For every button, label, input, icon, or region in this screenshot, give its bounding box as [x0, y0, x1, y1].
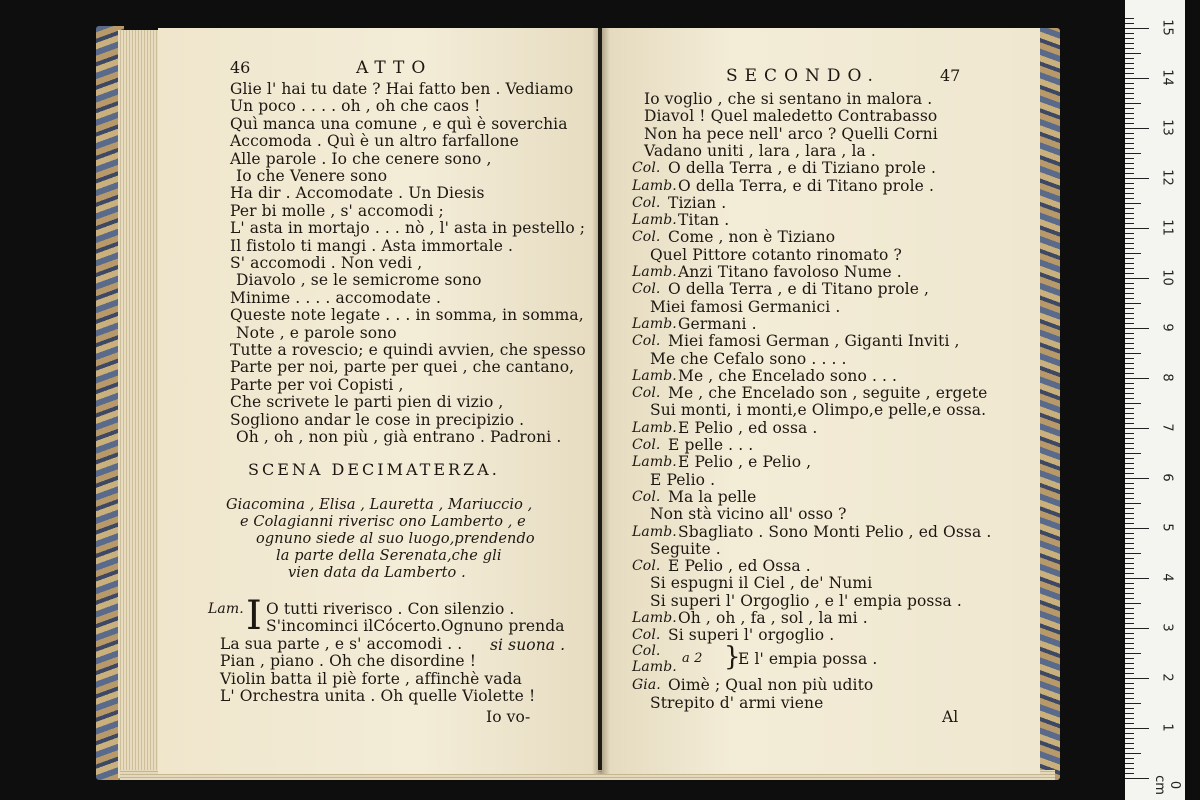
- speaker-label: Col.: [632, 229, 661, 246]
- text-line: Seguite .: [650, 539, 721, 558]
- ruler-label: 11: [1159, 219, 1175, 236]
- dialogue-line: S'incominci ilCócerto.Ognuno prenda: [266, 617, 565, 636]
- ruler-tick: [1125, 23, 1134, 24]
- text-line: E Pelio , ed Ossa .: [668, 557, 811, 576]
- ruler-tick: [1125, 88, 1134, 89]
- ruler-tick: [1125, 423, 1134, 424]
- ruler-tick: [1125, 663, 1134, 664]
- ruler-tick: [1125, 123, 1134, 124]
- ruler-tick: [1125, 208, 1134, 209]
- ruler-tick: [1125, 723, 1134, 724]
- ruler-tick: [1125, 73, 1134, 74]
- ruler-tick: [1125, 713, 1134, 714]
- ruler-tick: [1125, 383, 1134, 384]
- speaker-label: Lamb.: [632, 315, 677, 332]
- ruler-tick: [1125, 478, 1149, 479]
- measuring-ruler: [1125, 0, 1185, 800]
- ruler-tick: [1125, 288, 1134, 289]
- ruler-tick: [1125, 443, 1134, 444]
- speaker-label: Lamb.: [632, 212, 677, 229]
- ruler-tick: [1125, 148, 1134, 149]
- ruler-tick: [1125, 68, 1134, 69]
- ruler-tick: [1125, 268, 1134, 269]
- ruler-tick: [1125, 708, 1134, 709]
- text-line: Miei famosi German , Giganti Inviti ,: [668, 332, 960, 351]
- ruler-tick: [1125, 638, 1134, 639]
- ruler-label: 6: [1159, 473, 1175, 482]
- ruler-tick: [1125, 368, 1134, 369]
- ruler-tick: [1125, 598, 1134, 599]
- ruler-tick: [1125, 693, 1134, 694]
- ruler-tick: [1125, 303, 1141, 304]
- ruler-label: 15: [1159, 19, 1175, 36]
- text-line: Oh , oh , non più , già entrano . Padroni .: [236, 428, 562, 446]
- ruler-tick: [1125, 473, 1134, 474]
- ruler-tick: [1125, 143, 1134, 144]
- speaker-label: Lamb.: [632, 177, 677, 194]
- ruler-tick: [1125, 643, 1134, 644]
- ruler-tick: [1125, 418, 1134, 419]
- text-line: Tutte a rovescio; e quindi avvien, che spesso: [230, 341, 586, 359]
- ruler-tick: [1125, 463, 1134, 464]
- duet-line: E l' empia possa .: [738, 650, 878, 668]
- ruler-tick: [1125, 53, 1141, 54]
- ruler-tick: [1125, 108, 1134, 109]
- page-number: 47: [940, 66, 961, 85]
- ruler-tick: [1125, 428, 1149, 429]
- ruler-tick: [1125, 93, 1134, 94]
- speaker-label: Col.: [632, 385, 661, 402]
- ruler-tick: [1125, 18, 1134, 19]
- ruler-tick: [1125, 323, 1134, 324]
- text-line: E Pelio , ed ossa .: [678, 418, 818, 437]
- ruler-tick: [1125, 38, 1134, 39]
- text-line: Sui monti, i monti,e Olimpo,e pelle,e ossa.: [650, 401, 987, 420]
- ruler-tick: [1125, 388, 1134, 389]
- ruler-label: 3: [1159, 623, 1175, 632]
- text-line: Si superi l' orgoglio .: [668, 626, 835, 645]
- ruler-label: 1: [1159, 723, 1175, 732]
- speaker-label: Lamb.: [632, 610, 677, 626]
- book-cover-right: [1038, 28, 1060, 780]
- text-line: Per bi molle , s' accomodi ;: [230, 201, 444, 220]
- ruler-tick: [1125, 683, 1134, 684]
- ruler-tick: [1125, 488, 1134, 489]
- text-line: Quì manca una comune , e quì è soverchia: [230, 114, 568, 133]
- text-line: Accomoda . Quì è un altro farfallone: [230, 132, 519, 151]
- ruler-tick: [1125, 78, 1149, 79]
- ruler-tick: [1125, 293, 1134, 294]
- ruler-tick: [1125, 408, 1134, 409]
- ruler-tick: [1125, 378, 1149, 379]
- text-line: Glie l' hai tu date ? Hai fatto ben . Vediamo: [230, 80, 574, 98]
- text-line: Come , non è Tiziano: [668, 228, 836, 247]
- ruler-tick: [1125, 308, 1134, 309]
- ruler-tick: [1125, 183, 1134, 184]
- ruler-tick: [1125, 238, 1134, 239]
- ruler-tick: [1125, 213, 1134, 214]
- ruler-tick: [1125, 563, 1134, 564]
- ruler-tick: [1125, 273, 1134, 274]
- text-line: Minime . . . . accomodate .: [230, 288, 442, 307]
- ruler-tick: [1125, 358, 1134, 359]
- text-line: Quel Pittore cotanto rinomato ?: [650, 245, 902, 264]
- ruler-tick: [1125, 283, 1134, 284]
- ruler-tick: [1125, 553, 1141, 554]
- speaker-label: Col.: [632, 627, 661, 644]
- ruler-tick: [1125, 373, 1134, 374]
- running-head: SECONDO.: [726, 66, 880, 86]
- ruler-tick: [1125, 448, 1134, 449]
- ruler-tick: [1125, 668, 1134, 669]
- ruler-tick: [1125, 333, 1134, 334]
- ruler-tick: [1125, 348, 1134, 349]
- left-page: [158, 28, 598, 774]
- ruler-tick: [1125, 523, 1134, 524]
- drop-cap: I: [246, 593, 262, 639]
- ruler-tick: [1125, 753, 1141, 754]
- speaker-label: Lamb.: [632, 419, 677, 436]
- ruler-tick: [1125, 503, 1141, 504]
- ruler-tick: [1125, 703, 1141, 704]
- text-line: O della Terra, e di Titano prole .: [678, 176, 934, 195]
- text-line: Un poco . . . . oh , oh che caos !: [230, 97, 481, 116]
- ruler-tick: [1125, 338, 1134, 339]
- page-number: 46: [230, 58, 251, 77]
- catchword: Al: [942, 708, 959, 726]
- text-line: Sogliono andar le cose in precipizio .: [230, 410, 525, 429]
- ruler-label: 10: [1159, 269, 1175, 286]
- stage-aside: si suona .: [490, 636, 566, 654]
- ruler-tick: [1125, 58, 1134, 59]
- stage-direction-line: la parte della Serenata,che gli: [276, 548, 502, 564]
- ruler-tick: [1125, 583, 1134, 584]
- text-line: Queste note legate . . . in somma, in somma,: [230, 306, 584, 325]
- speaker-label: Lamb.: [632, 367, 677, 384]
- ruler-tick: [1125, 128, 1149, 129]
- right-page: [602, 28, 1040, 774]
- ruler-tick: [1125, 733, 1134, 734]
- ruler-tick: [1125, 768, 1134, 769]
- text-line: Ha dir . Accomodate . Un Diesis: [230, 184, 485, 203]
- ruler-tick: [1125, 133, 1134, 134]
- ruler-tick: [1125, 748, 1134, 749]
- ruler-tick: [1125, 98, 1134, 99]
- ruler-tick: [1125, 153, 1141, 154]
- ruler-tick: [1125, 728, 1149, 729]
- ruler-tick: [1125, 648, 1134, 649]
- duet-brace: }: [724, 642, 741, 672]
- ruler-tick: [1125, 558, 1134, 559]
- ruler-tick: [1125, 203, 1141, 204]
- text-line: Diavolo , se le semicrome sono: [236, 271, 482, 290]
- ruler-tick: [1125, 28, 1149, 29]
- text-line: Io che Venere sono: [236, 167, 388, 185]
- speaker-label: Gia.: [632, 677, 661, 693]
- ruler-label: 4: [1159, 573, 1175, 582]
- text-line: Si superi l' Orgoglio , e l' empia possa .: [650, 591, 962, 610]
- ruler-tick: [1125, 198, 1134, 199]
- text-line: E Pelio .: [650, 470, 716, 489]
- ruler-tick: [1125, 678, 1149, 679]
- ruler-tick: [1125, 398, 1134, 399]
- ruler-tick: [1125, 778, 1149, 779]
- ruler-tick: [1125, 223, 1134, 224]
- ruler-tick: [1125, 173, 1134, 174]
- text-line: L' asta in mortajo . . . nò , l' asta in pestello ;: [230, 219, 586, 238]
- text-line: S' accomodi . Non vedi ,: [230, 254, 423, 272]
- page-edges-left: [118, 30, 162, 778]
- ruler-tick: [1125, 513, 1134, 514]
- dialogue-line: L' Orchestra unita . Oh quelle Violette !: [220, 687, 536, 705]
- ruler-tick: [1125, 33, 1134, 34]
- speaker-label: Col.: [632, 333, 661, 350]
- ruler-tick: [1125, 658, 1134, 659]
- ruler-tick: [1125, 543, 1134, 544]
- ruler-label: 2: [1159, 673, 1175, 682]
- ruler-tick: [1125, 468, 1134, 469]
- ruler-tick: [1125, 258, 1134, 259]
- ruler-tick: [1125, 218, 1134, 219]
- ruler-tick: [1125, 653, 1141, 654]
- text-line: Me che Cefalo sono . . . .: [650, 349, 847, 368]
- dialogue-line: Pian , piano . Oh che disordine !: [220, 652, 477, 671]
- book-gutter: [592, 28, 610, 774]
- speaker-label: Lamb.: [632, 264, 677, 280]
- ruler-tick: [1125, 673, 1134, 674]
- text-line: Si espugni il Ciel , de' Numi: [650, 574, 873, 593]
- text-line: Alle parole . Io che cenere sono ,: [230, 149, 492, 168]
- ruler-tick: [1125, 328, 1149, 329]
- ruler-tick: [1125, 453, 1141, 454]
- ruler-tick: [1125, 623, 1134, 624]
- ruler-tick: [1125, 343, 1134, 344]
- speaker-label: Col.: [632, 437, 661, 453]
- running-head: ATTO: [356, 58, 433, 78]
- ruler-tick: [1125, 438, 1134, 439]
- text-line: Sbagliato . Sono Monti Pelio , ed Ossa .: [678, 522, 992, 541]
- text-line: O della Terra , e di Titano prole ,: [668, 280, 930, 299]
- ruler-tick: [1125, 313, 1134, 314]
- ruler-tick: [1125, 113, 1134, 114]
- ruler-tick: [1125, 743, 1134, 744]
- text-line: Oimè ; Qual non più udito: [668, 676, 874, 694]
- ruler-tick: [1125, 403, 1141, 404]
- text-line: Me , che Encelado son , seguite , ergete: [668, 384, 988, 403]
- ruler-tick: [1125, 518, 1134, 519]
- ruler-tick: [1125, 413, 1134, 414]
- text-line: Diavol ! Quel maledetto Contrabasso: [644, 107, 938, 126]
- dialogue-line: O tutti riverisco . Con silenzio .: [266, 600, 515, 618]
- text-line: Parte per voi Copisti ,: [230, 375, 404, 394]
- text-line: Il fistolo ti mangi . Asta immortale .: [230, 236, 514, 255]
- ruler-tick: [1125, 493, 1134, 494]
- ruler-tick: [1125, 168, 1134, 169]
- dialogue-line: La sua parte , e s' accomodi . .: [220, 634, 463, 653]
- text-line: Note , e parole sono: [236, 323, 397, 342]
- ruler-tick: [1125, 628, 1149, 629]
- ruler-tick: [1125, 138, 1134, 139]
- duet-speaker-2: Lamb.: [632, 659, 677, 675]
- stage-direction-line: ognuno siede al suo luogo,prendendo: [256, 531, 535, 547]
- text-line: E Pelio , e Pelio ,: [678, 453, 812, 472]
- text-line: Oh , oh , fa , sol , la mi .: [678, 609, 868, 627]
- ruler-label: 7: [1159, 423, 1175, 432]
- ruler-tick: [1125, 608, 1134, 609]
- ruler-tick: [1125, 508, 1134, 509]
- ruler-tick: [1125, 763, 1134, 764]
- ruler-tick: [1125, 43, 1134, 44]
- ruler-tick: [1125, 688, 1134, 689]
- text-line: Me , che Encelado sono . . .: [678, 366, 898, 385]
- speaker-label: Col.: [632, 558, 661, 575]
- speaker-label: Col.: [632, 281, 661, 298]
- ruler-tick: [1125, 363, 1134, 364]
- ruler-tick: [1125, 353, 1141, 354]
- ruler-tick: [1125, 578, 1149, 579]
- catchword: Io vo-: [486, 708, 531, 726]
- ruler-tick: [1125, 278, 1149, 279]
- ruler-tick: [1125, 548, 1134, 549]
- ruler-tick: [1125, 458, 1134, 459]
- duet-mark: a 2: [682, 651, 703, 666]
- text-line: Strepito d' armi viene: [650, 694, 824, 712]
- ruler-tick: [1125, 298, 1134, 299]
- speaker-label: Col.: [632, 160, 661, 177]
- ruler-tick: [1125, 83, 1134, 84]
- ruler-label: 12: [1159, 169, 1175, 186]
- ruler-tick: [1125, 118, 1134, 119]
- ruler-tick: [1125, 718, 1134, 719]
- text-line: Non stà vicino all' osso ?: [650, 505, 847, 524]
- text-line: Io voglio , che si sentano in malora .: [644, 90, 933, 108]
- ruler-tick: [1125, 193, 1134, 194]
- ruler-tick: [1125, 758, 1134, 759]
- duet-speaker-1: Col.: [632, 643, 661, 659]
- text-line: Titan .: [678, 211, 730, 230]
- text-line: E pelle . . .: [668, 436, 754, 454]
- ruler-tick: [1125, 483, 1134, 484]
- ruler-tick: [1125, 538, 1134, 539]
- ruler-tick: [1125, 498, 1134, 499]
- ruler-tick: [1125, 588, 1134, 589]
- ruler-tick: [1125, 773, 1134, 774]
- ruler-label: 0 cm: [1152, 775, 1182, 795]
- ruler-tick: [1125, 568, 1134, 569]
- ruler-tick: [1125, 698, 1134, 699]
- ruler-label: 14: [1159, 69, 1175, 86]
- ruler-tick: [1125, 533, 1134, 534]
- ruler-tick: [1125, 63, 1134, 64]
- text-line: Miei famosi Germanici .: [650, 297, 841, 316]
- ruler-tick: [1125, 243, 1134, 244]
- ruler-tick: [1125, 253, 1141, 254]
- ruler-tick: [1125, 188, 1134, 189]
- ruler-tick: [1125, 633, 1134, 634]
- text-line: Ma la pelle: [668, 487, 757, 506]
- ruler-tick: [1125, 528, 1149, 529]
- ruler-tick: [1125, 603, 1141, 604]
- scene-title: SCENA DECIMATERZA.: [248, 460, 500, 479]
- stage-direction-line: Giacomina , Elisa , Lauretta , Mariuccio ,: [226, 497, 533, 513]
- ruler-tick: [1125, 228, 1149, 229]
- ruler-tick: [1125, 233, 1134, 234]
- stage-direction-line: e Colagianni riverisc ono Lamberto , e: [240, 514, 526, 530]
- speaker-label: Col.: [632, 194, 661, 211]
- ruler-tick: [1125, 593, 1134, 594]
- ruler-tick: [1125, 248, 1134, 249]
- ruler-label: 8: [1159, 373, 1175, 382]
- ruler-tick: [1125, 178, 1149, 179]
- speaker-label: Lamb.: [632, 523, 677, 540]
- ruler-label: 9: [1159, 323, 1175, 332]
- ruler-tick: [1125, 573, 1134, 574]
- ruler-tick: [1125, 103, 1141, 104]
- ruler-tick: [1125, 48, 1134, 49]
- stage-direction-line: vien data da Lamberto .: [288, 565, 466, 581]
- ruler-tick: [1125, 263, 1134, 264]
- ruler-tick: [1125, 318, 1134, 319]
- text-line: O della Terra , e di Tiziano prole .: [668, 159, 937, 178]
- speaker-label: Lam.: [208, 601, 244, 617]
- text-line: Parte per noi, parte per quei , che cantano,: [230, 358, 575, 377]
- text-line: Che scrivete le parti pien di vizio ,: [230, 393, 504, 412]
- ruler-tick: [1125, 618, 1134, 619]
- ruler-tick: [1125, 738, 1134, 739]
- text-line: Tizian .: [668, 193, 727, 212]
- speaker-label: Lamb.: [632, 454, 677, 471]
- dialogue-line: Violin batta il piè forte , affinchè vada: [220, 669, 522, 688]
- speaker-label: Col.: [632, 488, 661, 505]
- ruler-tick: [1125, 433, 1134, 434]
- text-line: Anzi Titano favoloso Nume .: [678, 263, 902, 281]
- ruler-label: 5: [1159, 523, 1175, 532]
- ruler-tick: [1125, 613, 1134, 614]
- text-line: Germani .: [678, 314, 757, 333]
- ruler-tick: [1125, 158, 1134, 159]
- text-line: Non ha pece nell' arco ? Quelli Corni: [644, 124, 938, 143]
- ruler-label: 13: [1159, 119, 1175, 136]
- ruler-tick: [1125, 393, 1134, 394]
- text-line: Vadano uniti , lara , lara , la .: [644, 141, 876, 160]
- ruler-tick: [1125, 163, 1134, 164]
